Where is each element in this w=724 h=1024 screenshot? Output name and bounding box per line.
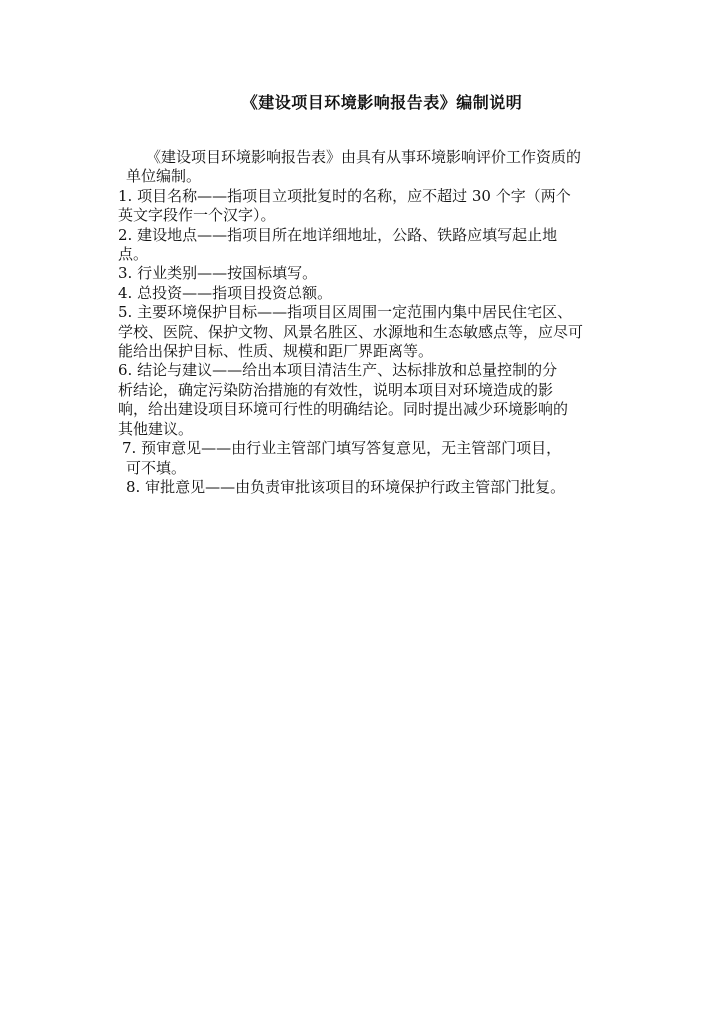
intro-line-2: 单位编制。	[126, 167, 202, 186]
item-1-line-1: 1. 项目名称——指项目立项批复时的名称，应不超过 30 个字（两个	[118, 186, 571, 205]
item-5-line-3: 能给出保护目标、性质、规模和距厂界距离等。	[118, 342, 434, 361]
item-5-line-1: 5. 主要环境保护目标——指项目区周围一定范围内集中居民住宅区、	[118, 303, 573, 322]
item-7-line-2: 可不填。	[126, 458, 187, 477]
item-6-line-2: 析结论，确定污染防治措施的有效性，说明本项目对环境造成的影	[118, 380, 554, 399]
item-3-line-1: 3. 行业类别——按国标填写。	[118, 264, 318, 283]
intro-line-1: 《建设项目环境影响报告表》由具有从事环境影响评价工作资质的	[146, 148, 582, 166]
item-2-line-1: 2. 建设地点——指项目所在地详细地址，公路、铁路应填写起止地	[118, 225, 558, 244]
item-7-line-1: 7. 预审意见——由行业主管部门填写答复意见，无主管部门项目，	[122, 439, 562, 458]
document-title: 《建设项目环境影响报告表》编制说明	[241, 93, 523, 112]
item-4-line-1: 4. 总投资——指项目投资总额。	[118, 283, 333, 302]
item-5-line-2: 学校、医院、保护文物、风景名胜区、水源地和生态敏感点等，应尽可	[118, 322, 584, 341]
item-6-line-1: 6. 结论与建议——给出本项目清洁生产、达标排放和总量控制的分	[118, 361, 558, 380]
item-2-line-2: 点。	[118, 245, 149, 264]
document-body	[118, 148, 648, 497]
item-6-line-4: 其他建议。	[118, 419, 194, 438]
item-1-line-2: 英文字段作一个汉字）。	[118, 206, 276, 225]
item-6-line-3: 响，给出建设项目环境可行性的明确结论。同时提出减少环境影响的	[118, 400, 569, 419]
item-8-line-1: 8. 审批意见——由负责审批该项目的环境保护行政主管部门批复。	[126, 477, 566, 496]
